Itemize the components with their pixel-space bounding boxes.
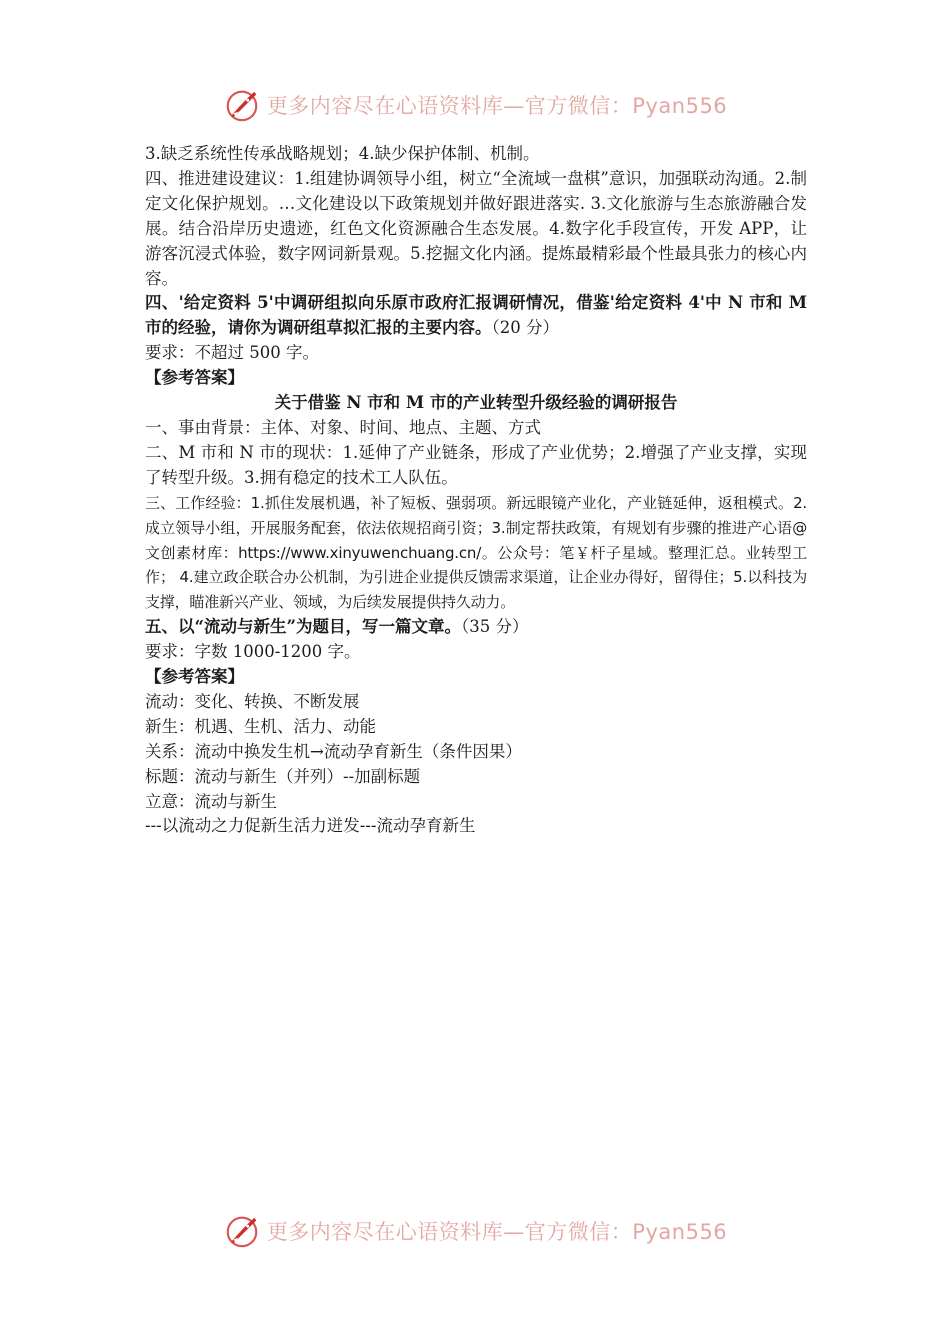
- report-title: 关于借鉴 N 市和 M 市的产业转型升级经验的调研报告: [274, 393, 678, 413]
- watermark-banner-top: [0, 82, 950, 128]
- text-line: 一、事由背景：主体、对象、时间、地点、主题、方式: [145, 417, 541, 437]
- text-line: ---以流动之力促新生活力迸发---流动孕育新生: [145, 816, 476, 836]
- answer-heading: 【参考答案】: [145, 368, 244, 388]
- question-heading: 五、以“流动与新生”为题目，写一篇文章。（35 分）: [145, 617, 529, 637]
- text-line: 四、推进建设建议：1.组建协调领导小组，树立“全流域一盘棋”意识，加强联动沟通。2.制定文化保护规划。…文化建设以下政策规划并做好跟进落实. 3.文化旅游与生态旅游融合发展。结合沿岸历史遗迹，红色文化资源融合生态发展。4.数字化手段宣传，开发 APP，让游客沉浸式体验，数字网词新景观。5.挖掘文化内涵。提炼最精彩最个性最具张力的核心内容。: [145, 168, 807, 288]
- watermark-banner-bottom: [0, 1208, 950, 1254]
- text-line: 要求：不超过 500 字。: [145, 343, 319, 363]
- text-line: 要求：字数 1000-1200 字。: [145, 642, 361, 662]
- text-line: 新生：机遇、生机、活力、动能: [145, 716, 376, 736]
- question-heading: 四、'给定资料 5'中调研组拟向乐原市政府汇报调研情况，借鉴'给定资料 4'中 N 市和 M 市的经验，请你为调研组草拟汇报的主要内容。（20 分）: [145, 293, 807, 338]
- pen-nib-logo-icon: [223, 86, 261, 124]
- watermark-text: 更多内容尽在心语资料库—官方微信：Pyan556: [266, 94, 728, 118]
- text-line: 标题：流动与新生（并列）--加副标题: [145, 766, 421, 786]
- watermark-text: 更多内容尽在心语资料库—官方微信：Pyan556: [266, 1220, 728, 1244]
- answer-heading: 【参考答案】: [145, 667, 244, 687]
- text-line: 二、M 市和 N 市的现状：1.延伸了产业链条，形成了产业优势；2.增强了产业支撑，实现了转型升级。3.拥有稳定的技术工人队伍。: [145, 442, 807, 487]
- document-body: [145, 142, 807, 839]
- text-line: 流动：变化、转换、不断发展: [145, 691, 360, 711]
- text-line: 关系：流动中换发生机→流动孕育新生（条件因果）: [145, 741, 522, 761]
- pen-nib-logo-icon: [223, 1212, 261, 1250]
- text-line: 三、工作经验：1.抓住发展机遇，补了短板、强弱项。新远眼镜产业化，产业链延伸，返租模式。2.成立领导小组，开展服务配套，依法依规招商引资；3.制定帮扶政策，有规划有步骤的推进产心语@文创素材库：https://www.xinyuwenchuang.cn/。公众号：笔￥杆子星域。整理汇总。业转型工作； 4.建立政企联合办公机制，为引进企业提供反馈需求渠道，让企业办得好，留得住；5.以科技为支撑，瞄准新兴产业、领域，为后续发展提供持久动力。: [145, 493, 807, 612]
- text-line: 3.缺乏系统性传承战略规划；4.缺少保护体制、机制。: [145, 144, 540, 163]
- text-line: 立意：流动与新生: [145, 791, 277, 811]
